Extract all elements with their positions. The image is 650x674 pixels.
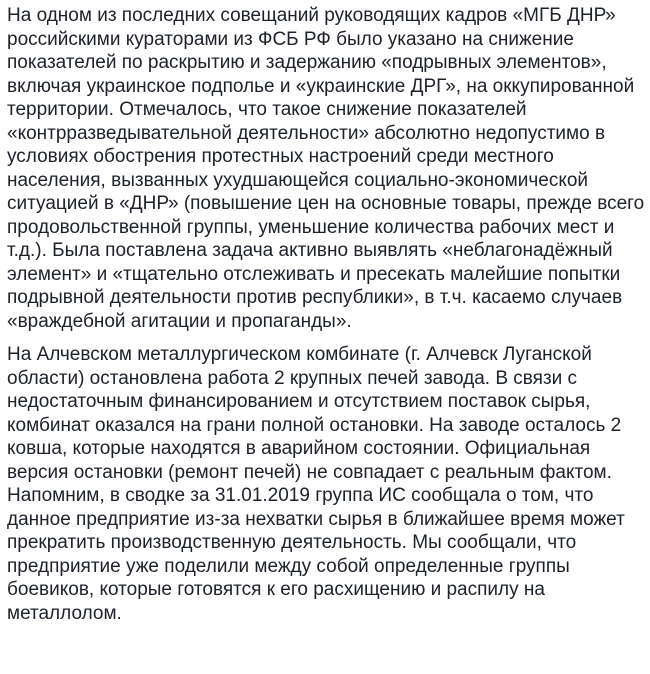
text-line: населения, вызванных ухудшающейся социально-экономической (7, 169, 589, 191)
text-line: подрывной деятельности против республики», в т.ч. касаемо случаев (7, 287, 623, 308)
text-line: российскими кураторами из ФСБ РФ было указано на снижение (7, 28, 574, 50)
text-line: продовольственной группы, уменьшение количества рабочих мест и (7, 216, 615, 238)
text-line: т.д.). Была поставлена задача активно выявлять «неблагонадёжный (7, 240, 613, 261)
paragraph-alchevsk-plant (7, 343, 647, 625)
text-line: элемент» и «тщательно отслеживать и пресекать малейшие попытки (7, 263, 621, 285)
text-line: комбинат оказался на грани полной остановки. На заводе осталось 2 (7, 414, 622, 436)
text-line: данное предприятие из-за нехватки сырья в ближайшее время может (7, 508, 625, 530)
text-line: недостаточным финансированием и отсутствием поставок сырья, (7, 391, 591, 412)
text-line: ковша, которые находятся в аварийном состоянии. Официальная (7, 438, 591, 459)
text-line: боевиков, которые готовятся к его расхищению и распилу на (7, 579, 545, 600)
text-line: «враждебной агитации и пропаганды». (7, 310, 352, 332)
post-body (7, 4, 647, 625)
text-line: На одном из последних совещаний руководящих кадров «МГБ ДНР» (7, 5, 616, 26)
text-line: «контрразведывательной деятельности» абсолютно недопустимо в (7, 122, 606, 144)
text-line: включая украинское подполье и «украинские ДРГ», на оккупированной (7, 75, 635, 97)
text-line: Напомним, в сводке за 31.01.2019 группа ИС сообщала о том, что (7, 485, 594, 506)
text-line: ситуацией в «ДНР» (повышение цен на основные товары, прежде всего (7, 193, 645, 214)
text-line: металлолом. (7, 602, 122, 624)
text-line: показателей по раскрытию и задержанию «подрывных элементов», (7, 52, 607, 73)
text-line: предприятие уже поделили между собой определенные группы (7, 555, 570, 577)
text-line: На Алчевском металлургическом комбинате (г. Алчевск Луганской (7, 344, 592, 365)
paragraph-mgb-meeting (7, 4, 647, 333)
text-line: территории. Отмечалось, что такое снижение показателей (7, 99, 527, 120)
text-line: версия остановки (ремонт печей) не совпадает с реальным фактом. (7, 461, 612, 483)
text-line: условиях обострения протестных настроений среди местного (7, 146, 554, 167)
text-line: области) остановлена работа 2 крупных печей завода. В связи с (7, 367, 578, 389)
text-line: прекратить производственную деятельность. Мы сообщали, что (7, 532, 577, 553)
